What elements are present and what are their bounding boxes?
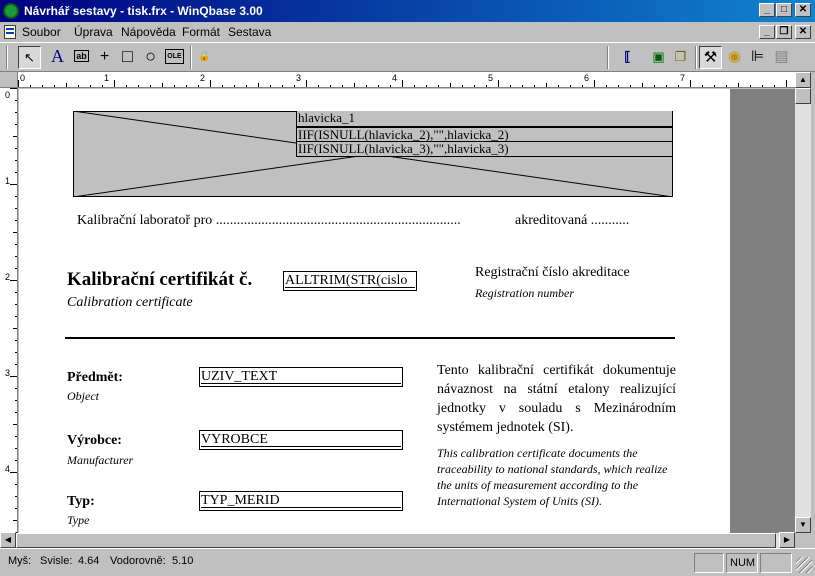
- ole-tool-icon[interactable]: [163, 46, 186, 69]
- lock-tool-icon[interactable]: 🔒: [198, 51, 211, 62]
- toolbar: [0, 42, 815, 72]
- vertical-scrollbar[interactable]: [795, 72, 811, 533]
- hruler-label-1: 1: [104, 73, 110, 83]
- title-bar: [0, 0, 815, 22]
- mdi-minimize-button[interactable]: _: [759, 25, 775, 39]
- vertical-ruler: [0, 88, 18, 533]
- vruler-label-2: 2: [5, 272, 11, 282]
- status-panel-caps: [694, 553, 724, 573]
- minimize-button[interactable]: _: [759, 3, 775, 17]
- scroll-right-icon[interactable]: ▶: [779, 532, 795, 548]
- hruler-label-6: 6: [584, 73, 590, 83]
- vruler-label-0: 0: [5, 90, 11, 100]
- status-panel-scroll: [760, 553, 792, 573]
- hruler-label-7: 7: [680, 73, 686, 83]
- toolbar-separator: [190, 46, 192, 69]
- report-canvas[interactable]: [19, 89, 730, 533]
- manufacturer-sublabel[interactable]: Manufacturer: [67, 453, 134, 467]
- vruler-label-3: 3: [5, 368, 11, 378]
- scroll-down-icon[interactable]: ▼: [795, 517, 811, 533]
- menu-sestava[interactable]: Sestava: [228, 25, 272, 39]
- status-horizontal-label: Vodorovně:: [110, 555, 166, 567]
- scroll-corner: [795, 533, 811, 548]
- ole-tool-glyph: OLE: [165, 49, 183, 64]
- cert-number-field[interactable]: ALLTRIM(STR(cislo: [283, 271, 417, 291]
- pointer-tool-icon[interactable]: ↖: [18, 46, 41, 69]
- header-field-1[interactable]: hlavicka_1: [296, 111, 673, 127]
- mdi-restore-button[interactable]: ❐: [776, 25, 792, 39]
- resize-grip-icon[interactable]: [796, 557, 812, 573]
- status-vertical-value: 4.64: [78, 555, 100, 567]
- label-tool-icon[interactable]: A: [51, 46, 64, 66]
- registration-sublabel[interactable]: Registration number: [475, 286, 574, 300]
- vruler-label-4: 4: [5, 464, 11, 474]
- registration-label[interactable]: Registrační číslo akreditace: [475, 265, 630, 280]
- color-palette-icon[interactable]: ◉: [727, 48, 742, 65]
- object-sublabel[interactable]: Object: [67, 389, 99, 403]
- tools-icon[interactable]: ⚒: [699, 46, 722, 69]
- page-margin-area: [730, 89, 795, 533]
- line-tool-icon[interactable]: +: [99, 48, 110, 65]
- preview-icon[interactable]: ▣: [652, 49, 665, 64]
- lab-line-left[interactable]: Kalibrační laboratoř pro ......................................................................: [77, 213, 461, 228]
- manufacturer-label[interactable]: Výrobce:: [67, 433, 122, 448]
- hruler-label-4: 4: [392, 73, 398, 83]
- menu-format[interactable]: Formát: [182, 25, 221, 39]
- type-label[interactable]: Typ:: [67, 494, 95, 509]
- hruler-label-2: 2: [200, 73, 206, 83]
- data-environment-icon[interactable]: ⟦: [624, 49, 631, 64]
- app-icon[interactable]: [3, 3, 19, 19]
- toolbar-separator-3: [695, 46, 697, 69]
- report-designer-workspace: [0, 72, 815, 548]
- scroll-up-icon[interactable]: ▲: [795, 72, 811, 88]
- header-field-2[interactable]: IIF(ISNULL(hlavicka_2),"",hlavicka_2): [296, 127, 673, 142]
- object-field[interactable]: UZIV_TEXT: [199, 367, 403, 387]
- hruler-label-0: 0: [20, 73, 26, 83]
- type-field[interactable]: TYP_MERID: [199, 491, 403, 511]
- ruler-corner: [0, 72, 18, 88]
- type-sublabel[interactable]: Type: [67, 513, 90, 527]
- rectangle-tool-icon[interactable]: □: [122, 46, 133, 66]
- manufacturer-field[interactable]: VYROBCE: [199, 430, 403, 450]
- separator-line[interactable]: [65, 337, 675, 339]
- description-cz[interactable]: Tento kalibrační certifikát dokumentuje návaznost na státní etalony realizující jednotky v souladu s Mezinárodním systémem jednotek (SI).: [437, 363, 676, 435]
- vruler-label-1: 1: [5, 176, 11, 186]
- horizontal-ruler: [18, 72, 795, 88]
- lab-line-right[interactable]: akreditovaná ...........: [515, 213, 630, 228]
- menu-uprava[interactable]: Úprava: [74, 25, 113, 39]
- status-horizontal-value: 5.10: [172, 555, 194, 567]
- menu-napoveda[interactable]: Nápověda: [121, 25, 176, 39]
- vertical-scroll-thumb[interactable]: [795, 88, 811, 104]
- scroll-left-icon[interactable]: ◀: [0, 532, 16, 548]
- description-en[interactable]: This calibration certificate documents the traceability to national standards, which realize the units of measurement according to the International System of Units (SI).: [437, 446, 668, 508]
- align-icon[interactable]: ⊫: [750, 48, 765, 65]
- hruler-label-3: 3: [296, 73, 302, 83]
- horizontal-scrollbar[interactable]: [0, 533, 795, 548]
- object-label[interactable]: Předmět:: [67, 370, 123, 385]
- document-icon[interactable]: [4, 25, 16, 39]
- header-field-3[interactable]: IIF(ISNULL(hlavicka_3),"",hlavicka_3): [296, 142, 673, 157]
- menu-soubor[interactable]: Soubor: [22, 25, 61, 39]
- mdi-close-button[interactable]: ✕: [795, 25, 811, 39]
- cert-title[interactable]: Kalibrační certifikát č.: [67, 269, 253, 290]
- toolbar-separator-2: [607, 46, 609, 69]
- status-bar: [0, 548, 815, 576]
- menu-bar: [0, 22, 815, 42]
- status-panel-num: NUM: [726, 553, 758, 573]
- horizontal-ruler-ticks: [18, 72, 795, 88]
- horizontal-scroll-thumb[interactable]: [16, 533, 776, 548]
- status-mouse-label: Myš:: [8, 555, 32, 567]
- layout-icon[interactable]: ▤: [774, 48, 789, 65]
- window-title: Návrhář sestavy - tisk.frx - WinQbase 3.00: [24, 4, 263, 18]
- ellipse-tool-icon[interactable]: ○: [145, 46, 156, 66]
- cert-subtitle[interactable]: Calibration certificate: [67, 295, 193, 310]
- status-vertical-label: Svisle:: [40, 555, 73, 567]
- toolbar-grip: [6, 46, 8, 69]
- maximize-button[interactable]: □: [776, 3, 792, 17]
- hruler-label-5: 5: [488, 73, 494, 83]
- field-tool-icon[interactable]: [70, 46, 93, 69]
- field-tool-glyph: ab: [76, 51, 87, 61]
- close-button[interactable]: ✕: [795, 3, 811, 17]
- copy-icon[interactable]: ❐: [674, 49, 687, 64]
